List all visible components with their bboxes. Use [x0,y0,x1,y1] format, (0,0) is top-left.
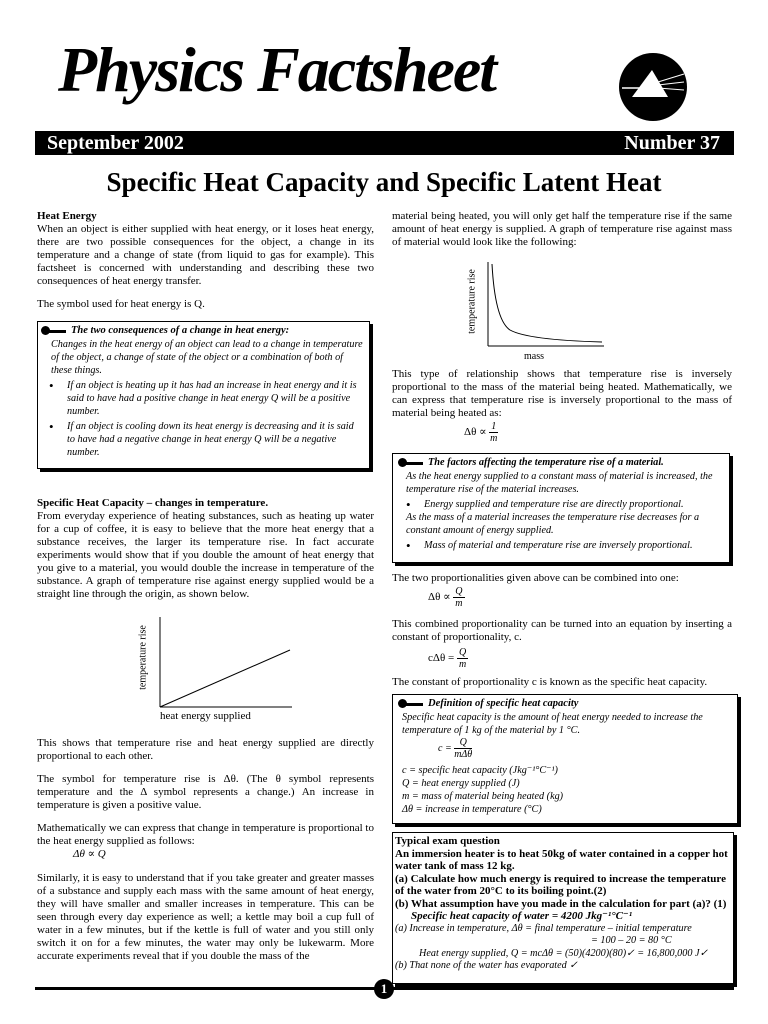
graph-inverse-ylabel: temperature rise [466,269,478,334]
symbol-paragraph: The symbol used for heat energy is Q. [37,298,205,310]
equation-inverse [392,421,732,444]
equation-constant [392,647,732,670]
shc-paragraph-4: Mathematically we can express that change in temperature is proportional to the heat energy supplied as follows: [37,822,374,847]
exam-answer-b: (b) That none of the water has evaporated ✓ [395,960,578,971]
right-column-combined [392,572,732,689]
key-delta-theta: Δθ = increase in temperature (°C) [402,804,542,815]
right-column-inverse [392,368,732,444]
graph-inverse [468,258,608,366]
definition-text: Specific heat capacity is the amount of heat energy needed to increase the temperature of 1 kg of the material by 1 °C. [402,712,703,736]
key-icon [41,327,67,335]
shc-heading: Specific Heat Capacity – changes in temperature. [37,497,269,509]
page-number: 1 [374,979,394,999]
consequences-box-title: The two consequences of a change in heat energy: [71,325,290,336]
consequences-intro: Changes in the heat energy of an object can lead to a change in temperature of the object, a change of state of the object or a combination of both of these things. [51,339,363,376]
fraction-inverse [489,421,498,444]
equation-proportional: Δθ ∝ Q [73,848,106,860]
shc-paragraph-5: Similarly, it is easy to understand that if you take greater and greater masses of a substance and supply each mass with the same amount of heat energy, they will have smaller and smaller increases in temperature. This can be seen through every day experience as well; a kettle may boil a cup full of water in a few minutes, but if the kettle is full of water and you still only switch it on for a few minutes, the water may only be lukewarm. More accurate experiments reveal that if you double the mass of the [37,872,374,962]
factors-line-1: As the heat energy supplied to a constant mass of material is increased, the temperature rise of the material increases. [406,471,713,495]
right-paragraph-2: This type of relationship shows that temperature rise is inversely proportional to the mass of the material being heated. Mathematically, we can express that temperature rise is inversely proportional to the mass of material being heated as: [392,368,732,419]
right-paragraph-5: The constant of proportionality c is known as the specific heat capacity. [392,676,708,688]
exam-question: An immersion heater is to heat 50kg of water contained in a copper hot water tank of mass 12 kg. [395,847,728,872]
consequence-bullet-heating: • If an object is heating up it has had an increase in heat energy and it is said to have had a positive change in heat energy Q will be a positive number. [41,379,363,418]
heat-energy-paragraph: When an object is either supplied with heat energy, or it loses heat energy, there are two possible consequences for the object, a change in its temperature and a change of state (from liquid to gas for example). This factsheet is concerned with understanding and describing these two consequences of heat energy transfer. [37,223,374,287]
graph-inverse-xlabel: mass [524,351,544,362]
graph-linear [137,612,300,727]
factsheet-logo [618,52,688,122]
key-q: Q = heat energy supplied (J) [402,778,520,789]
definition-equation-lhs: c = [438,742,452,754]
equation-combined-lhs: Δθ ∝ [428,591,451,604]
heat-energy-heading: Heat Energy [37,210,97,222]
equation-combined [392,586,732,609]
fraction-definition-den: mΔθ [454,749,473,760]
issue-number: Number 37 [624,132,720,154]
exam-answer-a2: = 100 – 20 = 80 °C [591,935,672,946]
fraction-inverse-den: m [490,433,498,444]
right-paragraph-3: The two proportionalities given above can be combined into one: [392,572,679,584]
fraction-inverse-num: 1 [491,421,497,432]
right-paragraph-1: material being heated, you will only get half the temperature rise if the same amount of heat energy is supplied. A graph of temperature rise against mass of material would look like the following: [392,210,732,248]
left-column [37,210,374,311]
consequence-bullet-cooling: • If an object is cooling down its heat energy is decreasing and it is said to have had a negative change in heat energy Q will be a negative number. [41,420,363,459]
definition-box-title: Definition of specific heat capacity [428,698,579,709]
shc-continued [37,737,374,963]
key-m: m = mass of material being heated (kg) [402,791,564,802]
fraction-constant [457,647,468,670]
fraction-definition [454,737,472,760]
factors-box [392,453,730,563]
exam-question-box [392,832,734,984]
issue-date: September 2002 [47,132,184,154]
exam-heading: Typical exam question [395,835,500,847]
shc-paragraph-3: The symbol for temperature rise is Δθ. (The θ symbol represents temperature and the Δ symbol represents a change.) An increase in temperature is given a positive value. [37,773,374,811]
fraction-constant-den: m [458,659,467,670]
definition-box [392,694,738,824]
equation-inverse-lhs: Δθ ∝ [464,426,487,439]
masthead-title: Physics Factsheet [58,34,496,105]
fraction-combined-num: Q [455,586,463,597]
graph-linear-ylabel: temperature rise [137,625,149,690]
factors-box-title: The factors affecting the temperature rise of a material. [428,457,664,468]
definition-equation [398,737,731,760]
exam-shc-given: Specific heat capacity of water = 4200 Jkg⁻¹°C⁻¹ [411,910,633,922]
fraction-combined [453,586,464,609]
factors-bullet-1: • Energy supplied and temperature rise are directly proportional. [398,498,723,511]
exam-part-b: (b) What assumption have you made in the calculation for part (a)? (1) [395,897,727,910]
consequences-box [37,321,370,469]
right-column-intro [392,210,732,249]
shc-section [37,497,374,601]
fraction-definition-num: Q [454,737,472,749]
shc-paragraph-2: This shows that temperature rise and heat energy supplied are directly proportional to each other. [37,737,374,762]
right-paragraph-4: This combined proportionality can be turned into an equation by inserting a constant of proportionality, c. [392,618,732,643]
page-title: Specific Heat Capacity and Specific Latent Heat [106,167,662,197]
factors-line-2: As the mass of a material increases the temperature rise decreases for a constant amount of energy supplied. [406,512,700,536]
fraction-combined-den: m [455,598,463,609]
factors-bullet-2: • Mass of material and temperature rise are inversely proportional. [398,539,723,552]
equation-constant-lhs: cΔθ = [428,652,455,665]
key-icon [398,700,424,708]
shc-paragraph-1: From everyday experience of heating substances, such as heating up water for a cup of coffee, it is easy to believe that the more heat energy that a substance receives, the larger its temperature rise. In fact accurate experiments would show that if you double the amount of heat energy that you give to a material, you would double the increase in temperature of the substance. A graph of temperature rise against energy supplied would be a straight line through the origin, as shown below. [37,510,374,600]
graph-linear-xlabel: heat energy supplied [160,710,251,722]
fraction-constant-num: Q [458,647,467,658]
key-c: c = specific heat capacity (Jkg⁻¹°C⁻¹) [402,765,558,776]
key-icon [398,459,424,467]
exam-part-a: (a) Calculate how much energy is required to increase the temperature of the water from 20°C to its boiling point.(2) [395,872,726,897]
exam-answer-a1: (a) Increase in temperature, Δθ = final temperature – initial temperature [395,922,692,934]
exam-answer-a3: Heat energy supplied, Q = mcΔθ = (50)(4200)(80)✓ = 16,800,000 J✓ [419,947,709,959]
issue-banner [35,131,734,155]
